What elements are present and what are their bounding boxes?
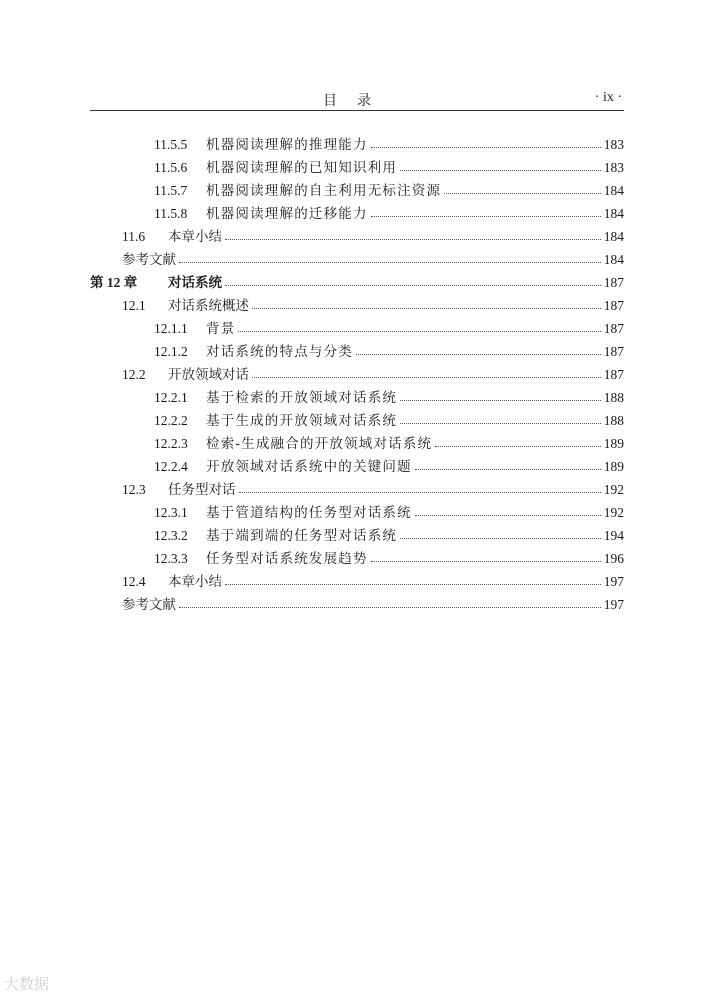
toc-entry-page: 197 [603, 597, 624, 612]
header-title: 目录 [323, 93, 391, 109]
dot-leader [238, 331, 600, 332]
toc-entry-title: 开放领域对话 [168, 367, 249, 383]
dot-leader [415, 515, 601, 516]
toc-entry-page: 183 [603, 160, 624, 175]
toc-entry-row [90, 337, 624, 360]
toc-entry-title: 本章小结 [168, 229, 222, 245]
toc-entry-title: 机器阅读理解的自主利用无标注资源 [206, 183, 442, 199]
toc-entry-title: 机器阅读理解的迁移能力 [206, 206, 368, 222]
dot-leader [371, 216, 601, 217]
toc-entry-row [90, 521, 624, 544]
toc-entry-row [90, 383, 624, 406]
dot-leader [179, 607, 601, 608]
dot-leader [252, 308, 601, 309]
toc-entry-row [90, 199, 624, 222]
toc-entry-page: 192 [603, 505, 624, 520]
toc-entry-row [90, 452, 624, 475]
toc-entry-row [90, 567, 624, 590]
toc-entry-row [90, 544, 624, 567]
toc-entry-page: 184 [603, 206, 624, 221]
toc-entry-row [90, 590, 624, 613]
header-page-number: · ix · [594, 90, 622, 105]
toc-entry-number: 12.3.2 [154, 528, 188, 543]
toc-entry-row [90, 245, 624, 268]
toc-entry-number: 12.3 [122, 482, 146, 497]
dot-leader [252, 377, 601, 378]
dot-leader [400, 538, 601, 539]
toc-entry-page: 184 [603, 183, 624, 198]
toc-entry-page: 188 [603, 413, 624, 428]
toc-entry-page: 187 [603, 321, 624, 336]
toc-entry-number: 12.4 [122, 574, 146, 589]
toc-entry-number: 12.2.1 [154, 390, 188, 405]
toc-entry-page: 183 [603, 137, 624, 152]
dot-leader [225, 584, 601, 585]
toc-entry-number: 11.6 [122, 229, 146, 244]
dot-leader [435, 446, 600, 447]
toc-entry-page: 187 [603, 275, 624, 290]
dot-leader [400, 423, 601, 424]
toc-entry-page: 194 [603, 528, 624, 543]
watermark: 大数据 [4, 975, 50, 993]
toc-entry-page: 184 [603, 252, 624, 267]
toc-chapter-row [90, 268, 624, 291]
toc-entry-title: 基于端到端的任务型对话系统 [206, 528, 398, 544]
toc-entry-title: 开放领域对话系统中的关键问题 [206, 459, 412, 475]
dot-leader [400, 400, 601, 401]
toc-entry-title: 机器阅读理解的推理能力 [206, 137, 368, 153]
toc-entry-page: 192 [603, 482, 624, 497]
toc-entry-number: 11.5.7 [154, 183, 188, 198]
toc-entry-row [90, 130, 624, 153]
dot-leader [225, 239, 601, 240]
toc-entry-row [90, 429, 624, 452]
toc-entry-number: 12.2.2 [154, 413, 188, 428]
toc-entry-number: 12.1.1 [154, 321, 188, 336]
toc-entry-title: 背景 [206, 321, 236, 337]
toc-entry-row [90, 498, 624, 521]
toc-entry-row [90, 406, 624, 429]
dot-leader [179, 262, 601, 263]
toc-entry-page: 189 [603, 459, 624, 474]
toc-entry-number: 11.5.5 [154, 137, 188, 152]
toc-entry-title: 对话系统 [168, 275, 222, 291]
toc-entry-title: 检索-生成融合的开放领域对话系统 [206, 436, 433, 452]
toc-entry-number: 12.3.3 [154, 551, 188, 566]
toc-entry-title: 参考文献 [122, 597, 176, 613]
toc-entry-title: 任务型对话系统发展趋势 [206, 551, 368, 567]
toc-entry-number: 11.5.8 [154, 206, 188, 221]
toc-entry-title: 任务型对话 [168, 482, 236, 498]
toc-entry-title: 参考文献 [122, 252, 176, 268]
toc-entry-number: 11.5.6 [154, 160, 188, 175]
toc-entry-title: 基于生成的开放领域对话系统 [206, 413, 398, 429]
dot-leader [371, 147, 601, 148]
toc-entry-page: 184 [603, 229, 624, 244]
toc-entry-row [90, 360, 624, 383]
toc-entry-title: 对话系统概述 [168, 298, 249, 314]
toc-entry-number: 第 12 章 [90, 275, 138, 290]
toc-entry-title: 本章小结 [168, 574, 222, 590]
dot-leader [371, 561, 601, 562]
table-of-contents [90, 130, 624, 613]
dot-leader [400, 170, 601, 171]
toc-entry-title: 基于检索的开放领域对话系统 [206, 390, 398, 406]
toc-entry-page: 197 [603, 574, 624, 589]
dot-leader [415, 469, 601, 470]
dot-leader [356, 354, 601, 355]
toc-entry-page: 187 [603, 298, 624, 313]
toc-entry-row [90, 176, 624, 199]
dot-leader [225, 285, 601, 286]
toc-entry-number: 12.2.3 [154, 436, 188, 451]
toc-entry-page: 187 [603, 367, 624, 382]
toc-entry-number: 12.2.4 [154, 459, 188, 474]
toc-entry-title: 基于管道结构的任务型对话系统 [206, 505, 412, 521]
toc-entry-page: 196 [603, 551, 624, 566]
toc-entry-number: 12.3.1 [154, 505, 188, 520]
toc-entry-title: 机器阅读理解的已知知识利用 [206, 160, 398, 176]
toc-entry-page: 189 [603, 436, 624, 451]
toc-entry-number: 12.2 [122, 367, 146, 382]
dot-leader [444, 193, 601, 194]
toc-entry-number: 12.1.2 [154, 344, 188, 359]
toc-entry-title: 对话系统的特点与分类 [206, 344, 353, 360]
toc-entry-row [90, 291, 624, 314]
toc-entry-row [90, 153, 624, 176]
toc-entry-page: 188 [603, 390, 624, 405]
toc-entry-number: 12.1 [122, 298, 146, 313]
toc-entry-row [90, 314, 624, 337]
dot-leader [239, 492, 601, 493]
toc-entry-page: 187 [603, 344, 624, 359]
toc-entry-row [90, 222, 624, 245]
toc-entry-row [90, 475, 624, 498]
page-header [90, 88, 624, 111]
